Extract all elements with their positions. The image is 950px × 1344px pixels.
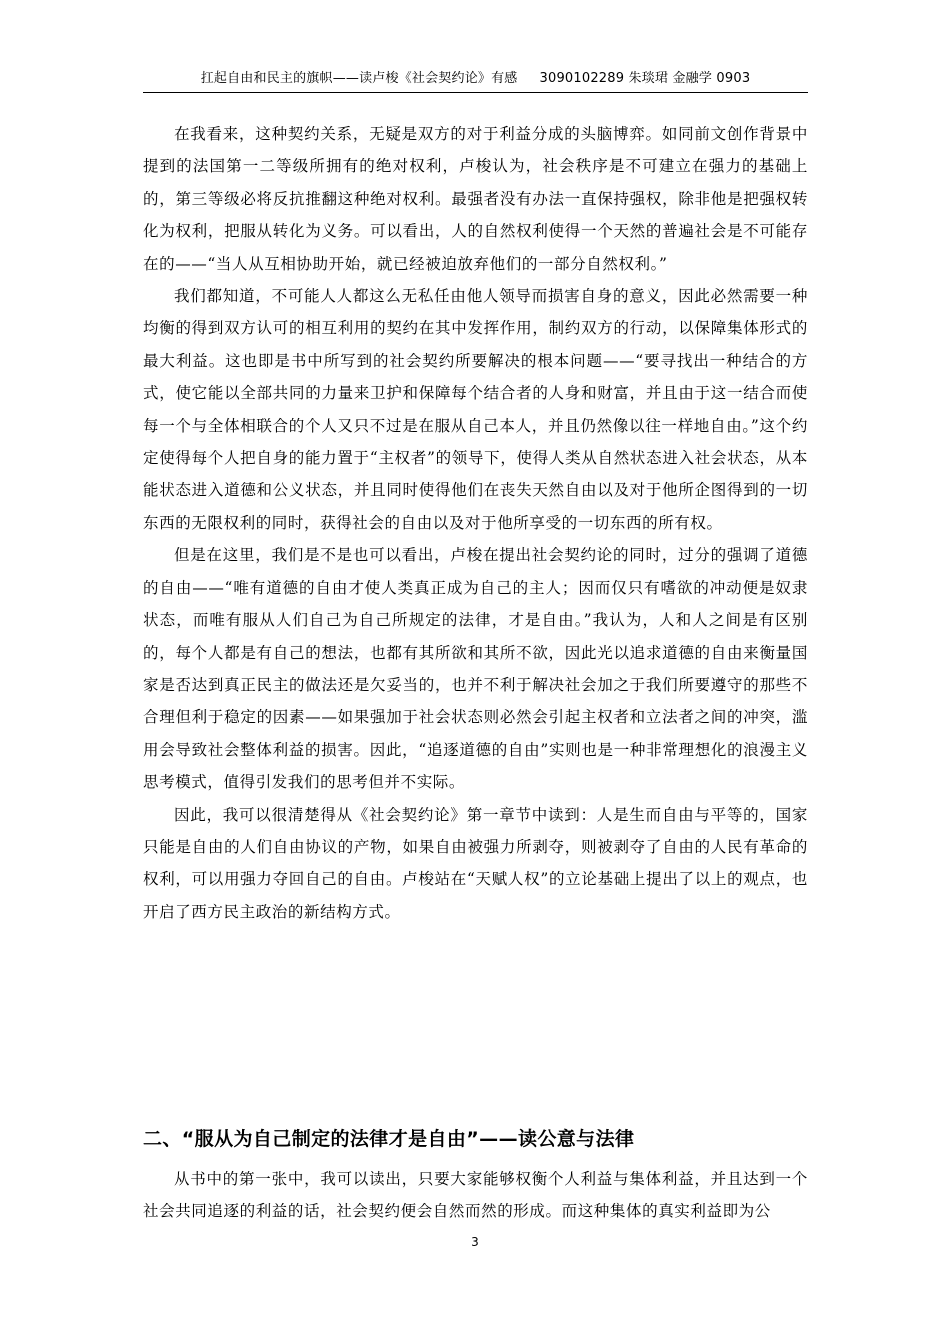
section-body: [143, 1163, 808, 1228]
body-text: [143, 118, 808, 928]
paragraph: 但是在这里，我们是不是也可以看出，卢梭在提出社会契约论的同时，过分的强调了道德的自由——“唯有道德的自由才使人类真正成为自己的主人；因而仅只有嗜欲的冲动便是奴隶状态，而唯有服从人们自己为自己所规定的法律，才是自由。”我认为，人和人之间是有区别的，每个人都是有自己的想法，也都有其所欲和其所不欲，因此光以追求道德的自由来衡量国家是否达到真正民主的做法还是欠妥当的，也并不利于解决社会加之于我们所要遵守的那些不合理但利于稳定的因素——如果强加于社会状态则必然会引起主权者和立法者之间的冲突，滥用会导致社会整体利益的损害。因此，“追逐道德的自由”实则也是一种非常理想化的浪漫主义思考模式，值得引发我们的思考但并不实际。: [143, 546, 808, 792]
section-heading: 二、“服从为自己制定的法律才是自由”——读公意与法律: [143, 1128, 635, 1150]
paragraph: 在我看来，这种契约关系，无疑是双方的对于利益分成的头脑博弈。如同前文创作背景中提到的法国第一二等级所拥有的绝对权利，卢梭认为，社会秩序是不可建立在强力的基础上的，第三等级必将反抗推翻这种绝对权利。最强者没有办法一直保持强权，除非他是把强权转化为权利，把服从转化为义务。可以看出，人的自然权利使得一个天然的普遍社会是不可能存在的——“当人从互相协助开始，就已经被迫放弃他们的一部分自然权利。”: [143, 125, 808, 273]
header-title: 扛起自由和民主的旗帜——读卢梭《社会契约论》有感: [200, 71, 518, 86]
paragraph: 因此，我可以很清楚得从《社会契约论》第一章节中读到：人是生而自由与平等的，国家只能是自由的人们自由协议的产物，如果自由被强力所剥夺，则被剥夺了自由的人民有革命的权利，可以用强力夺回自己的自由。卢梭站在“天赋人权”的立论基础上提出了以上的观点，也开启了西方民主政治的新结构方式。: [143, 805, 808, 921]
paragraph: 从书中的第一张中，我可以读出，只要大家能够权衡个人利益与集体利益，并且达到一个社会共同追逐的利益的话，社会契约便会自然而然的形成。而这种集体的真实利益即为公: [143, 1170, 808, 1221]
paragraph: 我们都知道，不可能人人都这么无私任由他人领导而损害自身的意义，因此必然需要一种均衡的得到双方认可的相互利用的契约在其中发挥作用，制约双方的行动，以保障集体形式的最大利益。这也即是书中所写到的社会契约所要解决的根本问题——“要寻找出一种结合的方式，使它能以全部共同的力量来卫护和保障每个结合者的人身和财富，并且由于这一结合而使每一个与全体相联合的个人又只不过是在服从自己本人，并且仍然像以往一样地自由。”这个约定使得每个人把自身的能力置于“主权者”的领导下，使得人类从自然状态进入社会状态，从本能状态进入道德和公义状态，并且同时使得他们在丧失天然自由以及对于他所企图得到的一切东西的无限权利的同时，获得社会的自由以及对于他所享受的一切东西的所有权。: [143, 287, 808, 532]
page-number: 3: [471, 1235, 479, 1249]
running-header: [143, 70, 808, 93]
header-author-info: 3090102289 朱琰珺 金融学 0903: [539, 71, 751, 86]
